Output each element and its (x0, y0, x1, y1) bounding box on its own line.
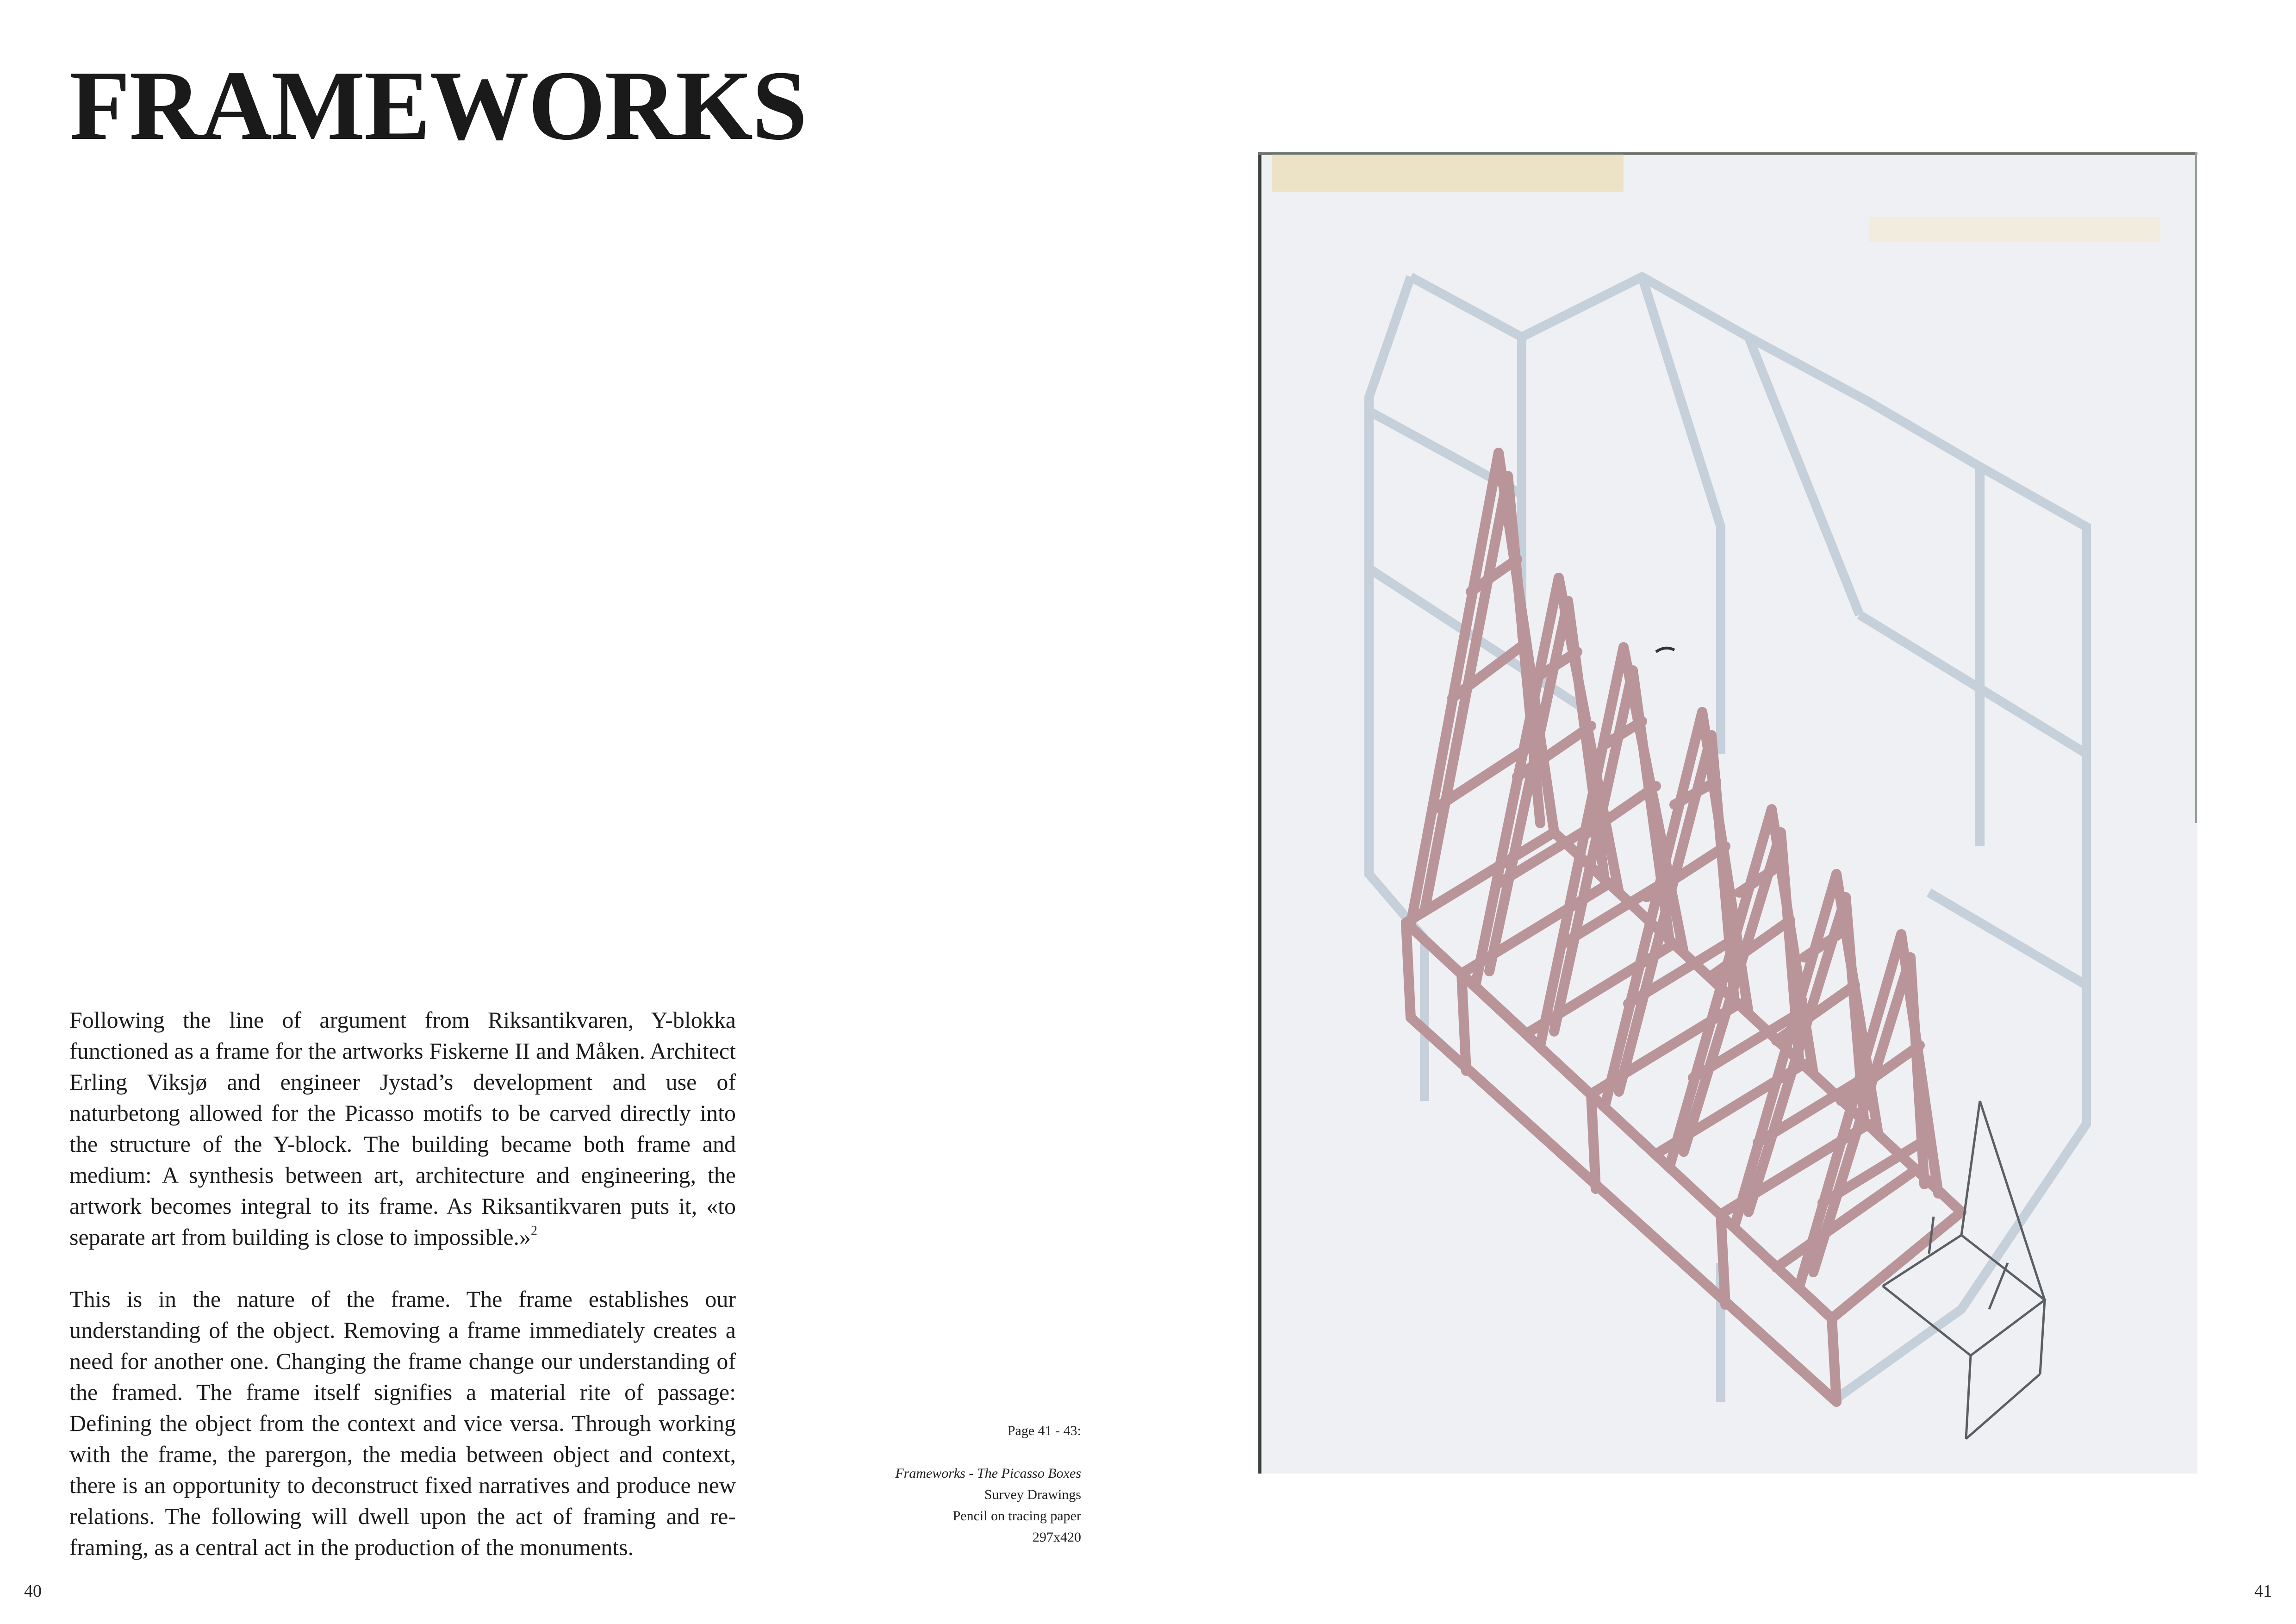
drawing-svg (1258, 152, 2197, 1474)
masking-tape-left (1272, 155, 1624, 192)
caption-line-2: Pencil on tracing paper (952, 1508, 1081, 1524)
caption-title: Frameworks - The Picasso Boxes (895, 1466, 1081, 1481)
caption-line-1: Survey Drawings (984, 1487, 1081, 1502)
page-number-left: 40 (24, 1581, 42, 1601)
footnote-reference[interactable]: 2 (531, 1224, 538, 1238)
caption-heading: Page 41 - 43: (1007, 1423, 1081, 1438)
caption-line-3: 297x420 (1033, 1530, 1081, 1545)
body-text (69, 1005, 736, 1563)
page-title: FRAMEWORKS (69, 50, 807, 161)
figure-caption (757, 1420, 1081, 1548)
paragraph-2: This is in the nature of the frame. The frame establishes our understanding of the object. Removing a frame immediately creates a need for another one. Changing the frame change our understanding of the framed. The frame itself signifies a material rite of passage: Defining the object from the context and vice versa. Through working with the frame, the parergon, the media between object and context, there is an opportunity to deconstruct fixed narratives and produce new relations. The following will dwell upon the act of framing and re-framing, as a central act in the production of the monuments. (69, 1286, 736, 1560)
paragraph-1 (69, 1005, 736, 1253)
survey-drawing-image (1258, 152, 2197, 1474)
page-number-right: 41 (2254, 1581, 2272, 1601)
masking-tape-right (1869, 217, 2160, 242)
paragraph-1-text: Following the line of argument from Riksantikvaren, Y-blokka functioned as a frame for the artworks Fiskerne II and Måken. Architect Erling Viksjø and engineer Jystad’s development and use of naturbetong allowed for the Picasso motifs to be carved directly into the structure of the Y-block. The building became both frame and medium: A synthesis between art, architecture and engineering, the artwork becomes integral to its frame. As Riksantikvaren puts it, «to separate art from building is close to impossible.» (69, 1007, 736, 1250)
